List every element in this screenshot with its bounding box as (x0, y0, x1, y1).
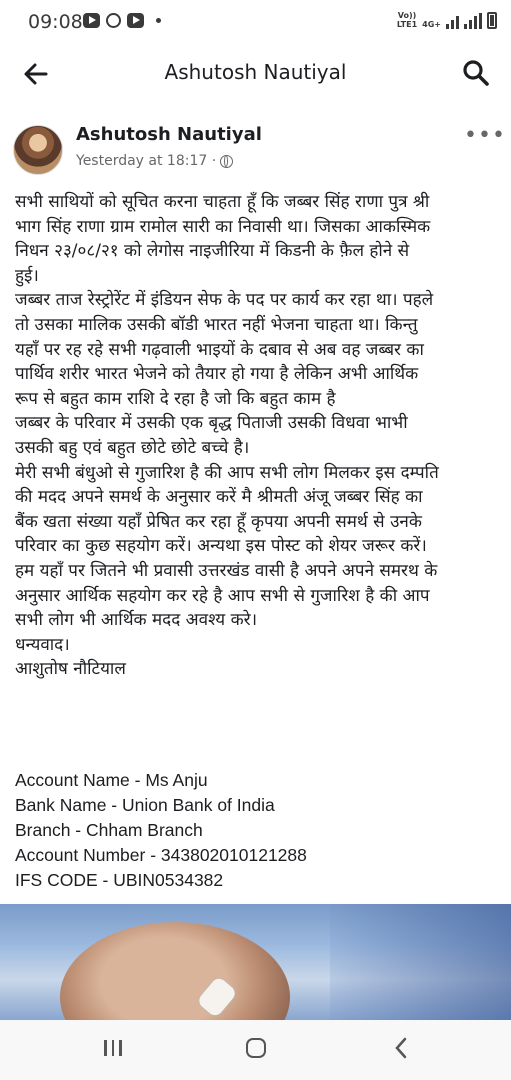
post-text-line: मेरी सभी बंधुओ से गुजारिश है की आप सभी लोग मिलकर इस दम्पति (15, 462, 439, 483)
network-type: 4G+ (422, 20, 441, 29)
post-text-line: निधन २३/०८/२१ को लेगोस नाइजीरिया में किडनी के फ़ैल होने से (15, 241, 410, 262)
post-text-line: यहाँ पर रह रहे सभी गढ़वाली भाइयों के दबाव से अब वह जब्बर का (15, 339, 424, 360)
more-options-button[interactable]: ••• (464, 123, 506, 148)
post-text-line: परिवार का कुछ सहयोग करें। अन्यथा इस पोस्ट को शेयर जरूर करें। (15, 536, 427, 557)
signal-icon (446, 13, 459, 29)
status-notification-icons (83, 13, 161, 28)
battery-icon (487, 12, 497, 29)
post-text-line: भाग सिंह राणा ग्राम रामोल सारी का निवासी था। जिसका आकस्मिक (15, 216, 431, 237)
post-timestamp (76, 153, 233, 169)
post-text-line: पार्थिव शरीर भारत भेजने को तैयार हो गया है लेकिन अभी आर्थिक (15, 364, 419, 385)
search-button[interactable] (461, 58, 491, 88)
author-avatar[interactable] (13, 125, 63, 175)
globe-icon (220, 155, 233, 168)
status-bar (0, 0, 511, 46)
bank-detail-line: Account Number - 343802010121288 (15, 845, 307, 865)
search-icon (461, 58, 491, 88)
post-text-line: रूप से बहुत काम राशि दे रहा है जो कि बहुत काम है (15, 388, 336, 409)
whatsapp-icon (106, 13, 121, 28)
bank-detail-line: Bank Name - Union Bank of India (15, 795, 275, 815)
timestamp-text: Yesterday at 18:17 · (76, 153, 217, 169)
photo-shade (330, 904, 511, 1020)
post-text-line: अनुसार आर्थिक सहयोग कर रहे है आप सभी से गुजारिश है की आप (15, 585, 430, 606)
post-body (15, 190, 505, 682)
status-system-icons (397, 11, 497, 29)
post-text-line: धन्यवाद। (15, 634, 70, 655)
post-photo[interactable] (0, 904, 511, 1020)
back-chevron-icon[interactable] (394, 1037, 408, 1063)
post-text-line: सभी साथियों को सूचित करना चाहता हूँ कि जब्बर सिंह राणा पुत्र श्री (15, 192, 430, 212)
volte-label: Vo)) (397, 11, 417, 20)
signal-icon (464, 13, 482, 29)
post-text-line: उसकी बहु एवं बहुत छोटे छोटे बच्चे है। (15, 437, 250, 458)
bank-detail-line: Branch - Chham Branch (15, 820, 203, 840)
post-text-line: जब्बर के परिवार में उसकी एक बृद्ध पिताजी उसकी विधवा भाभी (15, 413, 408, 434)
home-icon[interactable] (246, 1038, 266, 1058)
recent-apps-icon[interactable] (104, 1040, 122, 1056)
header-title: Ashutosh Nautiyal (164, 60, 347, 84)
youtube-icon (83, 13, 100, 28)
post-text-line: बैंक खता संख्या यहाँ प्रेषित कर रहा हूँ कृपया अपनी समर्थ से उनके (15, 511, 422, 532)
post-header (0, 108, 511, 188)
post-text-line: सभी लोग भी आर्थिक मदद अवश्य करे। (15, 610, 258, 631)
status-time: 09:08 (28, 11, 83, 33)
volte-indicator (397, 11, 417, 29)
post-text-line: जब्बर ताज रेस्ट्रोरेंट में इंडियन सेफ के पद पर कार्य कर रहा था। पहले (15, 290, 434, 311)
lte-label: LTE1 (396, 20, 418, 29)
post-text-line: आशुतोष नौटियाल (15, 659, 126, 680)
post-text-line: तो उसका मालिक उसकी बॉडी भारत नहीं भेजना चाहता था। किन्तु (15, 314, 418, 335)
notification-dot-icon (156, 18, 161, 23)
post-text-line: हुई। (15, 265, 39, 286)
photo-subject (60, 922, 290, 1020)
post-text-line: की मदद अपने समर्थ के अनुसार करें मै श्रीमती अंजू जब्बर सिंह का (15, 487, 423, 508)
author-name[interactable]: Ashutosh Nautiyal (76, 124, 262, 145)
system-nav-bar (0, 1020, 511, 1080)
youtube-icon (127, 13, 144, 28)
app-header (0, 46, 511, 100)
bank-detail-line: Account Name - Ms Anju (15, 770, 208, 790)
post-text-line: हम यहाँ पर जितने भी प्रवासी उत्तरखंड वासी है अपने अपने समरथ के (15, 560, 438, 581)
bank-details (15, 768, 505, 893)
bank-detail-line: IFS CODE - UBIN0534382 (15, 870, 224, 890)
